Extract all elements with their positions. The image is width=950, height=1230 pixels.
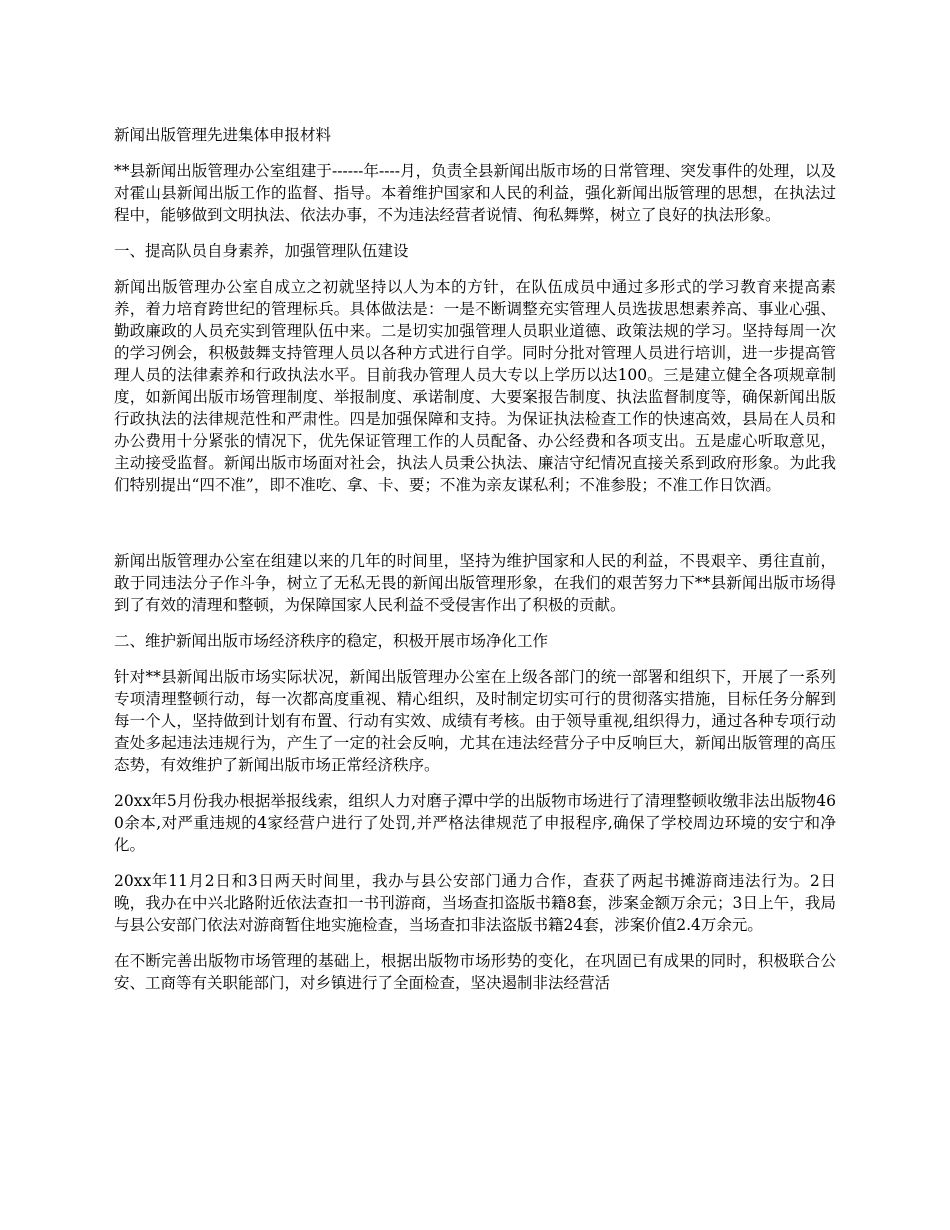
document-title: 新闻出版管理先进集体申报材料 bbox=[114, 126, 332, 144]
section-2-paragraph-4: 在不断完善出版物市场管理的基础上，根据出版物市场形势的变化，在巩固已有成果的同时，积极联合公安、工商等有关职能部门，对乡镇进行了全面检查，坚决遏制非法经营活 bbox=[114, 952, 836, 992]
section-2-paragraph-3: 20xx年11月2日和3日两天时间里，我办与县公安部门通力合作，查获了两起书摊游商违法行为。2日晚，我办在中兴北路附近依法查扣一书刊游商，当场查扣盗版书籍8套，涉案金额万余元；3日上午，我局与县公安部门依法对游商暂住地实施检查，当场查扣非法盗版书籍24套，涉案价值2.4万余元。 bbox=[114, 872, 836, 934]
section-2-paragraph-2: 20xx年5月份我办根据举报线索，组织人力对磨子潭中学的出版物市场进行了清理整顿收缴非法出版物460余本,对严重违规的4家经营户进行了处罚,并严格法律规范了申报程序,确保了学校周边环境的安宁和净化。 bbox=[114, 792, 836, 854]
section-1-paragraph-2: 新闻出版管理办公室在组建以来的几年的时间里，坚持为维护国家和人民的利益，不畏艰辛、勇往直前，敢于同违法分子作斗争，树立了无私无畏的新闻出版管理形象，在我们的艰苦努力下**县新闻出版市场得到了有效的清理和整顿，为保障国家人民利益不受侵害作出了积极的贡献。 bbox=[114, 552, 836, 614]
intro-paragraph: **县新闻出版管理办公室组建于------年----月，负责全县新闻出版市场的日常管理、突发事件的处理，以及对霍山县新闻出版工作的监督、指导。本着维护国家和人民的利益，强化新闻出版管理的思想，在执法过程中，能够做到文明执法、依法办事，不为违法经营者说情、徇私舞弊，树立了良好的执法形象。 bbox=[114, 162, 836, 224]
section-1-heading: 一、提高队员自身素养，加强管理队伍建设 bbox=[114, 242, 409, 260]
paragraph-gap bbox=[114, 510, 836, 550]
section-1-paragraph-1: 新闻出版管理办公室自成立之初就坚持以人为本的方针，在队伍成员中通过多形式的学习教育来提高素养，着力培育跨世纪的管理标兵。具体做法是：一是不断调整充实管理人员选拔思想素养高、事业心强、勤政廉政的人员充实到管理队伍中来。二是切实加强管理人员职业道德、政策法规的学习。坚持每周一次的学习例会，积极鼓舞支持管理人员以各种方式进行自学。同时分批对管理人员进行培训，进一步提高管理人员的法律素养和行政执法水平。目前我办管理人员大专以上学历以达100。三是建立健全各项规章制度，如新闻出版市场管理制度、举报制度、承诺制度、大要案报告制度、执法监督制度等，确保新闻出版行政执法的法律规范性和严肃性。四是加强保障和支持。为保证执法检查工作的快速高效，县局在人员和办公费用十分紧张的情况下，优先保证管理工作的人员配备、办公经费和各项支出。五是虚心听取意见，主动接受监督。新闻出版市场面对社会，执法人员秉公执法、廉洁守纪情况直接关系到政府形象。为此我们特别提出“四不准”，即不准吃、拿、卡、要；不准为亲友谋私利；不准参股；不准工作日饮酒。 bbox=[114, 278, 836, 494]
section-2-heading: 二、维护新闻出版市场经济秩序的稳定，积极开展市场净化工作 bbox=[114, 632, 549, 650]
section-2-paragraph-1: 针对**县新闻出版市场实际状况，新闻出版管理办公室在上级各部门的统一部署和组织下，开展了一系列专项清理整顿行动，每一次都高度重视、精心组织，及时制定切实可行的贯彻落实措施，目标任务分解到每一个人，坚持做到计划有布置、行动有实效、成绩有考核。由于领导重视,组织得力，通过各种专项行动查处多起违法违规行为，产生了一定的社会反响，尤其在违法经营分子中反响巨大，新闻出版管理的高压态势，有效维护了新闻出版市场正常经济秩序。 bbox=[114, 668, 836, 774]
